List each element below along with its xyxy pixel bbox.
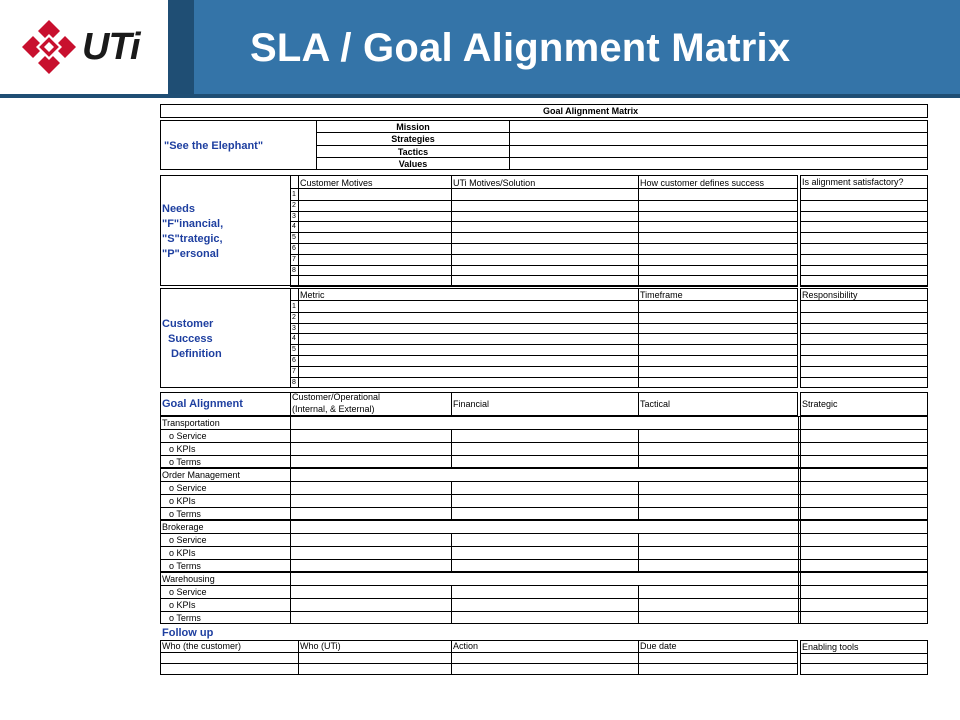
elephant-label: "See the Elephant" — [164, 140, 264, 152]
row-number: 4 — [292, 223, 296, 230]
goal-group-label: Warehousing — [162, 574, 215, 584]
followup-col-header: Due date — [640, 641, 677, 651]
row-line — [160, 663, 798, 664]
goal-subitem: o Terms — [169, 613, 201, 623]
row-number: 2 — [292, 202, 296, 209]
row-line — [800, 200, 928, 201]
goal-subitem: o KPIs — [169, 600, 196, 610]
col-line — [451, 533, 452, 572]
row-line — [800, 366, 928, 367]
col-line — [638, 288, 639, 388]
elephant-row-label: Values — [398, 159, 428, 169]
row-line — [800, 188, 928, 189]
col-line — [451, 175, 452, 286]
col-line — [290, 288, 291, 388]
row-line — [290, 344, 798, 345]
col-line — [638, 392, 639, 416]
row-line — [290, 243, 798, 244]
needs-label: "F"inancial, — [162, 218, 224, 230]
elephant-row-label: Tactics — [397, 147, 429, 157]
row-number: 4 — [292, 335, 296, 342]
goal-subitem: o Terms — [169, 509, 201, 519]
followup-col-header: Action — [453, 641, 479, 651]
needs-label: Needs — [162, 203, 196, 215]
followup-col-header: Who (the customer) — [162, 641, 242, 651]
followup-table — [160, 640, 798, 675]
banner-underline — [0, 94, 960, 98]
row-line — [160, 494, 928, 495]
row-line — [290, 265, 798, 266]
row-line — [800, 211, 928, 212]
success-col-header: Responsibility — [802, 290, 858, 300]
banner-accent — [168, 0, 194, 94]
col-line — [451, 585, 452, 624]
row-line — [290, 254, 798, 255]
success-label: Success — [168, 333, 213, 345]
row-line — [800, 312, 928, 313]
needs-col-header: UTi Motives/Solution — [453, 178, 536, 188]
goal-subitem: o KPIs — [169, 444, 196, 454]
row-line — [290, 377, 798, 378]
col-line — [298, 640, 299, 675]
col-line — [290, 392, 291, 416]
row-line — [160, 559, 928, 560]
success-label: Customer — [162, 318, 214, 330]
matrix-title: Goal Alignment Matrix — [543, 106, 639, 116]
row-number: 3 — [292, 213, 296, 220]
row-line — [316, 132, 928, 133]
col-line — [451, 640, 452, 675]
goal-group-label: Brokerage — [162, 522, 204, 532]
row-number: 7 — [292, 368, 296, 375]
goal-col-header: Financial — [453, 399, 490, 409]
row-line — [800, 387, 928, 388]
col-line — [298, 175, 299, 286]
goal-group-label: Transportation — [162, 418, 220, 428]
row-line — [800, 344, 928, 345]
col-line — [638, 429, 639, 468]
row-line — [160, 585, 928, 586]
col-line — [638, 175, 639, 286]
needs-label: "S"trategic, — [162, 233, 223, 245]
needs-col-header: How customer defines success — [640, 178, 765, 188]
col-line — [451, 392, 452, 416]
col-line — [638, 585, 639, 624]
row-line — [316, 157, 928, 158]
needs-table — [160, 175, 798, 286]
responsibility-table — [800, 288, 928, 388]
row-line — [290, 275, 798, 276]
row-line — [316, 145, 928, 146]
goal-label: Goal Alignment — [162, 398, 243, 410]
alignment-table — [800, 175, 928, 286]
row-line — [290, 200, 798, 201]
followup-label: Follow up — [162, 627, 214, 639]
uti-logo-icon — [20, 18, 78, 76]
col-line — [638, 533, 639, 572]
row-number: 8 — [292, 379, 296, 386]
goal-col-header: Tactical — [640, 399, 671, 409]
row-line — [800, 663, 928, 664]
logo-area — [0, 0, 168, 94]
row-line — [160, 481, 928, 482]
elephant-row-label: Mission — [396, 122, 430, 132]
row-number: 2 — [292, 314, 296, 321]
row-line — [800, 265, 928, 266]
goal-subitem: o Service — [169, 483, 207, 493]
row-line — [160, 611, 928, 612]
row-line — [800, 323, 928, 324]
row-line — [160, 598, 928, 599]
goal-col-header: Customer/Operational — [292, 392, 381, 402]
row-line — [800, 377, 928, 378]
col-line — [638, 640, 639, 675]
needs-col-header: Customer Motives — [300, 178, 373, 188]
col-line — [451, 429, 452, 468]
success-col-header: Metric — [300, 290, 325, 300]
row-line — [800, 243, 928, 244]
row-line — [290, 211, 798, 212]
logo-wordmark: UTi — [82, 26, 140, 68]
row-line — [290, 355, 798, 356]
col-line — [298, 288, 299, 388]
row-line — [160, 507, 928, 508]
row-line — [160, 455, 928, 456]
header-banner — [0, 0, 960, 98]
row-line — [290, 323, 798, 324]
row-line — [290, 366, 798, 367]
goal-subitem: o Terms — [169, 457, 201, 467]
needs-col-header: Is alignment satisfactory? — [802, 177, 904, 187]
goal-subitem: o Service — [169, 587, 207, 597]
row-number: 5 — [292, 234, 296, 241]
followup-col-header: Enabling tools — [802, 642, 859, 652]
row-line — [800, 355, 928, 356]
row-number: 1 — [292, 303, 296, 310]
page-title: SLA / Goal Alignment Matrix — [250, 26, 791, 70]
row-line — [800, 286, 928, 287]
row-number: 3 — [292, 325, 296, 332]
success-col-header: Timeframe — [640, 290, 683, 300]
row-line — [160, 442, 928, 443]
row-number: 8 — [292, 267, 296, 274]
goal-subitem: o KPIs — [169, 548, 196, 558]
success-table — [160, 288, 798, 388]
row-line — [290, 188, 798, 189]
row-line — [290, 300, 798, 301]
row-line — [290, 232, 798, 233]
row-line — [800, 232, 928, 233]
row-line — [290, 333, 798, 334]
goal-col-header: (Internal, & External) — [292, 404, 375, 414]
row-line — [800, 300, 928, 301]
row-number: 6 — [292, 245, 296, 252]
goal-col-header: Strategic — [802, 399, 838, 409]
row-line — [800, 254, 928, 255]
row-line — [800, 653, 928, 654]
followup-col-header: Who (UTi) — [300, 641, 341, 651]
row-line — [290, 221, 798, 222]
row-line — [160, 546, 928, 547]
col-line — [290, 175, 291, 286]
goal-subitem: o Service — [169, 431, 207, 441]
row-line — [800, 333, 928, 334]
row-line — [800, 221, 928, 222]
row-line — [290, 286, 798, 287]
row-number: 6 — [292, 357, 296, 364]
goal-subitem: o Terms — [169, 561, 201, 571]
elephant-row-label: Strategies — [391, 134, 435, 144]
row-line — [290, 387, 798, 388]
success-label: Definition — [171, 348, 222, 360]
row-line — [160, 652, 798, 653]
row-line — [800, 275, 928, 276]
goal-subitem: o Service — [169, 535, 207, 545]
row-line — [160, 533, 928, 534]
row-number: 5 — [292, 346, 296, 353]
col-line — [451, 481, 452, 520]
row-line — [290, 312, 798, 313]
goal-subitem: o KPIs — [169, 496, 196, 506]
goal-group-label: Order Management — [162, 470, 241, 480]
needs-label: "P"ersonal — [162, 248, 219, 260]
row-number: 1 — [292, 191, 296, 198]
row-number: 7 — [292, 256, 296, 263]
row-line — [160, 429, 928, 430]
col-line — [638, 481, 639, 520]
